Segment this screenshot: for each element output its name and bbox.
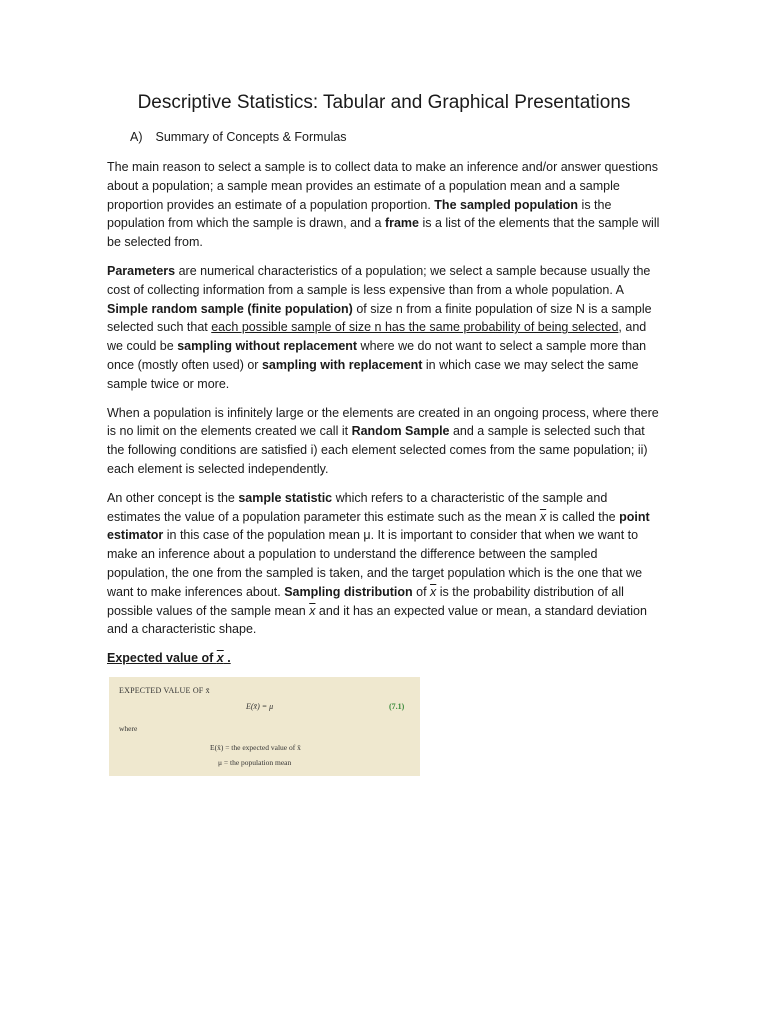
text-run: is the population from which the sample is drawn, and a xyxy=(107,197,612,231)
text-run: in this case of the population mean μ. It is important to consider that when we want to make an inference about a population to understand the difference between the sampled population, the one from the sampled is taken, and the target population which is the one that we want to make inferences about. xyxy=(107,528,643,599)
term-sample-statistic: sample statistic xyxy=(238,490,333,505)
term-sampled-population: The sampled population xyxy=(434,197,579,212)
page-title: Descriptive Statistics: Tabular and Graphical Presentations xyxy=(137,92,631,113)
text-run: of xyxy=(412,584,431,599)
paragraph-parameters xyxy=(107,262,662,394)
text-run: When a population is infinitely large or the elements are created in an ongoing process, where there is no limit on the elements created we call it xyxy=(107,405,659,439)
term-simple-random-sample: Simple random sample (finite population) xyxy=(107,301,353,316)
paragraph-random-sample xyxy=(107,404,662,479)
text-run: Expected value of xyxy=(107,651,217,666)
text-run: and it has an expected value or mean, a standard deviation and a characteristic shape. xyxy=(107,603,647,637)
underlined-definition: each possible sample of size n has the same probability of being selected xyxy=(211,320,619,335)
formula-where: where xyxy=(119,724,138,733)
formula-image xyxy=(109,677,420,776)
term-parameters: Parameters xyxy=(107,263,176,278)
xbar-symbol: $\overline{x}$ xyxy=(430,584,437,599)
text-run: are numerical characteristics of a population; we select a sample because usually the cost of collecting information from a sample is less expensive than from a whole population. A xyxy=(107,263,651,297)
text-run: is called the xyxy=(546,509,620,524)
section-heading xyxy=(130,130,347,144)
xbar-symbol: $\overline{x}$ xyxy=(309,603,316,618)
expected-value-heading xyxy=(107,649,662,668)
term-sampling-distribution: Sampling distribution xyxy=(284,584,413,599)
text-run: is a list of the elements that the sample will be selected from. xyxy=(107,216,660,250)
text-run: is the probability distribution of all possible values of the sample mean xyxy=(107,584,624,618)
formula-equation: E(x̄) = μ xyxy=(246,702,274,711)
text-run: . xyxy=(223,651,231,666)
text-run: and a sample is selected such that the following conditions are satisfied i) each element selected comes from the same population; ii) each element is selected independently. xyxy=(107,424,648,476)
formula-number: (7.1) xyxy=(389,702,405,711)
text-run: where we do not want to select a sample more than once (mostly often used) or xyxy=(107,339,647,372)
formula-definition-1: E(x̄) = the expected value of x̄ xyxy=(210,743,301,752)
xbar-symbol: x xyxy=(216,651,224,666)
text-run: The main reason to select a sample is to collect data to make an inference and/or answer questions about a population; a sample mean provides an estimate of a population mean and a sample proportion provides an estimate of a population proportion. xyxy=(107,160,658,212)
paragraph-intro xyxy=(107,158,662,252)
formula-definition-2: μ = the population mean xyxy=(218,758,292,767)
term-frame: frame xyxy=(384,216,419,231)
text-run: in which case we may select the same sample twice or more. xyxy=(107,357,639,391)
text-run: , and we could be xyxy=(107,320,647,354)
term-sampling-without-replacement: sampling without replacement xyxy=(177,339,358,354)
document-body xyxy=(107,158,662,678)
text-run: An other concept is the xyxy=(107,490,239,505)
term-point-estimator: point estimator xyxy=(107,509,650,543)
xbar-symbol: $\overline{x}$ xyxy=(539,509,547,524)
formula-title: EXPECTED VALUE OF x̄ xyxy=(119,686,210,695)
term-sampling-with-replacement: sampling with replacement xyxy=(261,357,423,372)
text-run: of size n from a finite population of size N is a sample selected such that xyxy=(107,301,652,335)
paragraph-sample-statistic xyxy=(107,489,662,639)
term-random-sample: Random Sample xyxy=(351,424,450,439)
section-text: Summary of Concepts & Formulas xyxy=(155,130,347,144)
text-run: which refers to a characteristic of the sample and estimates the value of a population parameter this estimate such as the mean xyxy=(107,490,608,524)
section-label: A) xyxy=(130,130,143,144)
